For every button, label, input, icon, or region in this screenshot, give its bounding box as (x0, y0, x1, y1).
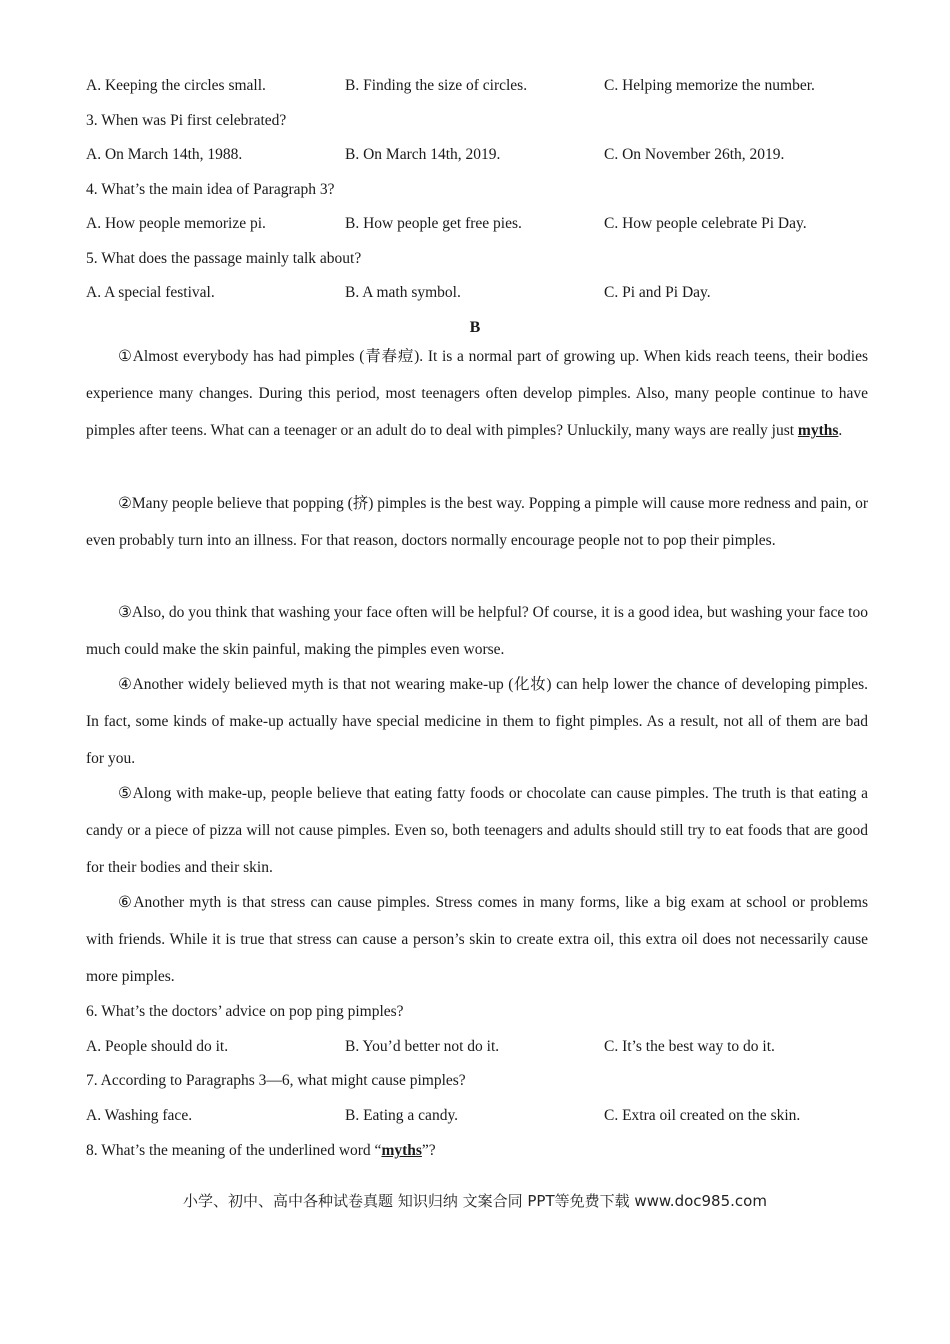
q5-options (86, 283, 886, 303)
q3-option-b: B. On March 14th, 2019. (345, 146, 501, 163)
q2-options (86, 76, 886, 96)
q5-option-c: C. Pi and Pi Day. (604, 284, 711, 301)
q7-options (86, 1106, 886, 1126)
q6-option-b: B. You’d better not do it. (345, 1038, 500, 1055)
q3-option-c: C. On November 26th, 2019. (604, 146, 785, 163)
q7-question: 7. According to Paragraphs 3—6, what might cause pimples? (86, 1072, 466, 1089)
page-footer: 小学、初中、高中各种试卷真题 知识归纳 文案合同 PPT等免费下载 www.doc985.com (183, 1192, 767, 1210)
paragraph-6: ⑥Another myth is that stress can cause pimples. Stress comes in many forms, like a big exam at school or problems with friends. While it is true that stress can cause a person’s skin to create extra oil, this extra oil does not necessarily cause more pimples. (86, 894, 868, 985)
q2-option-c: C. Helping memorize the number. (604, 77, 815, 94)
q6-question: 6. What’s the doctors’ advice on pop ping pimples? (86, 1003, 404, 1020)
paragraph-1-text: ①Almost everybody has had pimples (青春痘). It is a normal part of growing up. When kids reach teens, their bodies experience many changes. During this period, most teenagers often develop pimples. Also, many people continue to have pimples after teens. What can a teenager or an adult do to deal with pimples? Unluckily, many ways are really just (86, 348, 868, 439)
q5-question: 5. What does the passage mainly talk about? (86, 250, 362, 267)
q8-question-end: ”? (421, 1142, 436, 1159)
q8-question-start: 8. What’s the meaning of the underlined word “ (86, 1142, 382, 1159)
paragraph-1 (86, 338, 868, 449)
q7-option-b: B. Eating a candy. (345, 1107, 459, 1124)
paragraph-3: ③Also, do you think that washing your face often will be helpful? Of course, it is a good idea, but washing your face too much could make the skin painful, making the pimples even worse. (86, 604, 868, 658)
paragraph-5: ⑤Along with make-up, people believe that eating fatty foods or chocolate can cause pimples. The truth is that eating a candy or a piece of pizza will not cause pimples. Even so, both teenagers and adults should still try to eat foods that are good for their bodies and their skin. (86, 785, 868, 876)
myths-keyword: myths (797, 422, 839, 439)
q6-option-c: C. It’s the best way to do it. (604, 1038, 775, 1055)
q4-question: 4. What’s the main idea of Paragraph 3? (86, 181, 335, 198)
q8-myths-keyword: myths (381, 1142, 422, 1159)
section-b-heading: B (469, 319, 481, 336)
q8-question (86, 1141, 436, 1161)
q6-option-a: A. People should do it. (86, 1038, 229, 1055)
q3-option-a: A. On March 14th, 1988. (86, 146, 243, 163)
q3-options (86, 145, 886, 165)
q7-option-a: A. Washing face. (86, 1107, 193, 1124)
q4-option-b: B. How people get free pies. (345, 215, 522, 232)
q2-option-a: A. Keeping the circles small. (86, 77, 266, 94)
q2-option-b: B. Finding the size of circles. (345, 77, 528, 94)
paragraph-4: ④Another widely believed myth is that not wearing make-up (化妆) can help lower the chance of developing pimples. In fact, some kinds of make-up actually have special medicine in them to fight pimples. As a result, not all of them are bad for you. (86, 676, 868, 767)
paragraph-2: ②Many people believe that popping (挤) pimples is the best way. Popping a pimple will cause more redness and pain, or even probably turn into an illness. For that reason, doctors normally encourage people not to pop their pimples. (86, 495, 868, 549)
q3-question: 3. When was Pi first celebrated? (86, 112, 287, 129)
q4-options (86, 214, 886, 234)
q5-option-b: B. A math symbol. (345, 284, 461, 301)
q6-options (86, 1037, 886, 1057)
q4-option-c: C. How people celebrate Pi Day. (604, 215, 807, 232)
paragraph-1-end: . (838, 422, 843, 439)
q4-option-a: A. How people memorize pi. (86, 215, 266, 232)
q7-option-c: C. Extra oil created on the skin. (604, 1107, 801, 1124)
q5-option-a: A. A special festival. (86, 284, 215, 301)
